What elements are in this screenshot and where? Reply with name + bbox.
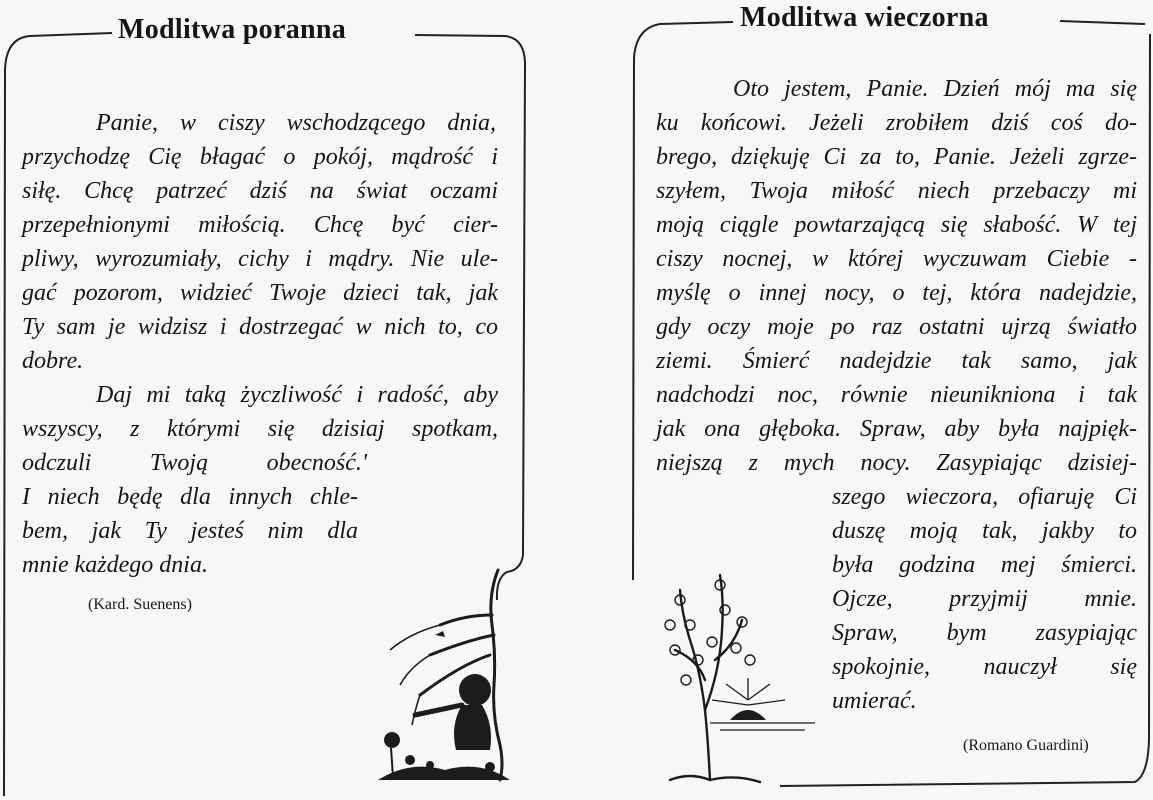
right-prayer-line: ciszy nocnej, w której wyczuwam Ciebie - [656,246,1137,272]
right-prayer-line: Spraw, bym zasypiając [832,620,1137,646]
right-prayer-line: szyłem, Twoja miłość niech przebaczy mi [656,178,1137,204]
left-prayer-line: siłę. Chcę patrzeć dziś na świat oczami [22,178,498,204]
left-prayer-line: bem, jak Ty jesteś nim dla [22,518,358,544]
right-prayer-line: spokojnie, nauczył się [832,654,1137,680]
right-prayer-line: duszę moją tak, jakby to [832,518,1137,544]
left-signature: (Kard. Suenens) [88,596,192,613]
left-prayer-line: dobre. [22,348,84,374]
flute-child-illustration [370,555,540,790]
left-prayer-line: gać pozorom, widzieć Twoje dzieci tak, jak [22,280,498,306]
left-prayer-line: przychodzę Cię błagać o pokój, mądrość i [22,144,498,170]
right-prayer-line: nadchodzi noc, równie nieunikniona i tak [656,382,1137,408]
left-prayer-line: pliwy, wyrozumiały, cichy i mądry. Nie ule- [22,246,498,272]
tree-sunset-illustration [650,560,825,790]
left-prayer-line: odczuli Twoją obecność.' [22,450,367,476]
left-prayer-line: Ty sam je widzisz i dostrzegać w nich to, co [22,314,498,340]
left-panel-title: Modlitwa poranna [112,14,352,46]
right-prayer-line: gdy oczy moje po raz ostatni ujrzą światło [656,314,1137,340]
left-prayer-line: Panie, w ciszy wschodzącego dnia, [96,110,496,136]
left-prayer-line: przepełnionymi miłością. Chcę być cier- [22,212,498,238]
right-panel-title: Modlitwa wieczorna [734,2,995,34]
right-prayer-line: Oto jestem, Panie. Dzień mój ma się [733,76,1137,102]
right-prayer-line: szego wieczora, ofiaruję Ci [832,484,1137,510]
right-prayer-line: ku końcowi. Jeżeli zrobiłem dziś coś do- [656,110,1137,136]
right-prayer-line: moją ciągle powtarzającą się słabość. W tej [656,212,1137,238]
left-prayer-line: wszyscy, z którymi się dzisiaj spotkam, [22,416,498,442]
right-prayer-line: brego, dziękuję Ci za to, Panie. Jeżeli zgrze- [656,144,1137,170]
left-prayer-line: mnie każdego dnia. [22,552,208,578]
right-prayer-line: umierać. [832,688,917,714]
right-prayer-line: ziemi. Śmierć nadejdzie tak samo, jak [656,348,1137,374]
right-signature: (Romano Guardini) [963,737,1089,754]
right-prayer-line: niejszą z mych nocy. Zasypiając dzisiej- [656,450,1137,476]
left-prayer-line: I niech będę dla innych chle- [22,484,358,510]
right-prayer-line: Ojcze, przyjmij mnie. [832,586,1137,612]
right-prayer-line: myślę o innej nocy, o tej, która nadejdzie, [656,280,1137,306]
right-prayer-line: była godzina mej śmierci. [832,552,1137,578]
right-prayer-line: jak ona głęboka. Spraw, aby była najpięk- [656,416,1137,442]
left-prayer-line: Daj mi taką życzliwość i radość, aby [96,382,498,408]
